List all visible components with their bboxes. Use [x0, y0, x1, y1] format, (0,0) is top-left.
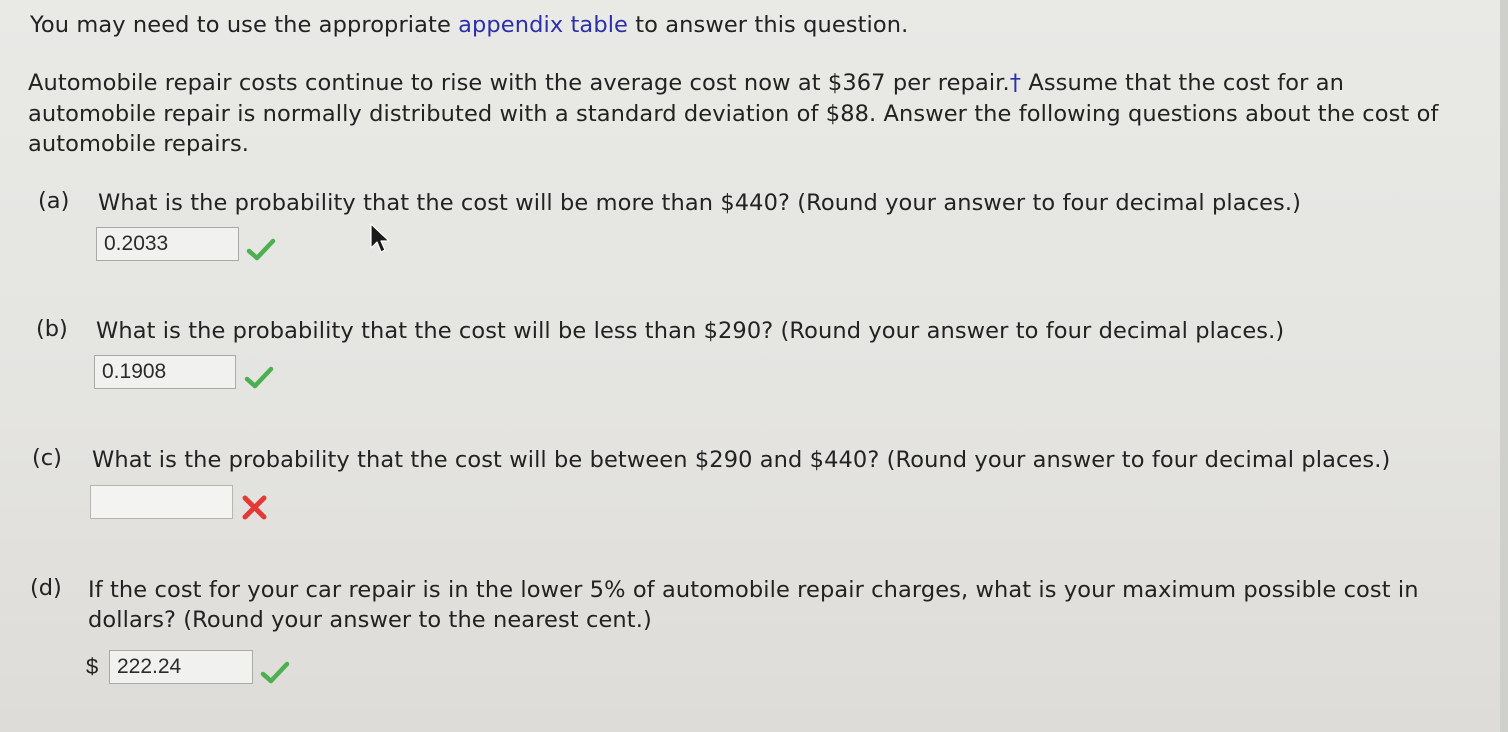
part-d-check-mark — [263, 664, 287, 681]
problem-line-3: automobile repairs. — [28, 131, 250, 157]
appendix-table-link[interactable]: appendix table — [458, 12, 628, 38]
part-b-letter: (b) — [36, 316, 68, 342]
part-c-answer-input[interactable] — [90, 485, 233, 519]
part-b-answer-input[interactable]: 0.1908 — [94, 355, 236, 389]
intro-suffix: to answer this question. — [628, 12, 909, 38]
part-d-answer-input[interactable]: 222.24 — [109, 650, 253, 684]
check-icon — [260, 659, 290, 687]
currency-symbol: $ — [86, 654, 99, 679]
part-b-check-mark — [247, 369, 271, 386]
intro-text — [30, 10, 908, 40]
problem-line-1 — [28, 68, 1344, 98]
cross-icon — [240, 494, 270, 522]
intro-prefix: You may need to use the appropriate — [30, 12, 459, 38]
part-b-question: What is the probability that the cost will be less than $290? (Round your answer to four decimal places.) — [96, 318, 1285, 344]
part-a-question: What is the probability that the cost will be more than $440? (Round your answer to four decimal places.) — [98, 190, 1301, 216]
part-d-letter: (d) — [30, 575, 62, 601]
check-icon — [246, 236, 276, 264]
problem-line-1-text: Automobile repair costs continue to rise with the average cost now at $367 per repair. — [28, 70, 1010, 96]
footnote-dagger-link[interactable]: † — [1009, 70, 1022, 96]
part-d-question-line-1: If the cost for your car repair is in the lower 5% of automobile repair charges, what is your maximum possible cost in — [88, 577, 1419, 603]
part-c-cross-mark — [245, 498, 264, 517]
check-icon — [244, 364, 274, 392]
part-c-letter: (c) — [32, 445, 62, 471]
part-a-check-mark — [249, 241, 273, 258]
problem-line-1-tail: Assume that the cost for an — [1021, 70, 1344, 96]
problem-line-2: automobile repair is normally distributed with a standard deviation of $88. Answer the following questions about the cost of — [28, 101, 1439, 127]
part-a-letter: (a) — [38, 188, 70, 214]
part-d-question-line-2: dollars? (Round your answer to the nearest cent.) — [88, 607, 652, 633]
part-a-answer-input[interactable]: 0.2033 — [96, 227, 239, 261]
part-c-question: What is the probability that the cost will be between $290 and $440? (Round your answer to four decimal places.) — [92, 447, 1391, 473]
mouse-cursor-icon — [369, 222, 391, 256]
page-edge — [1500, 0, 1508, 732]
